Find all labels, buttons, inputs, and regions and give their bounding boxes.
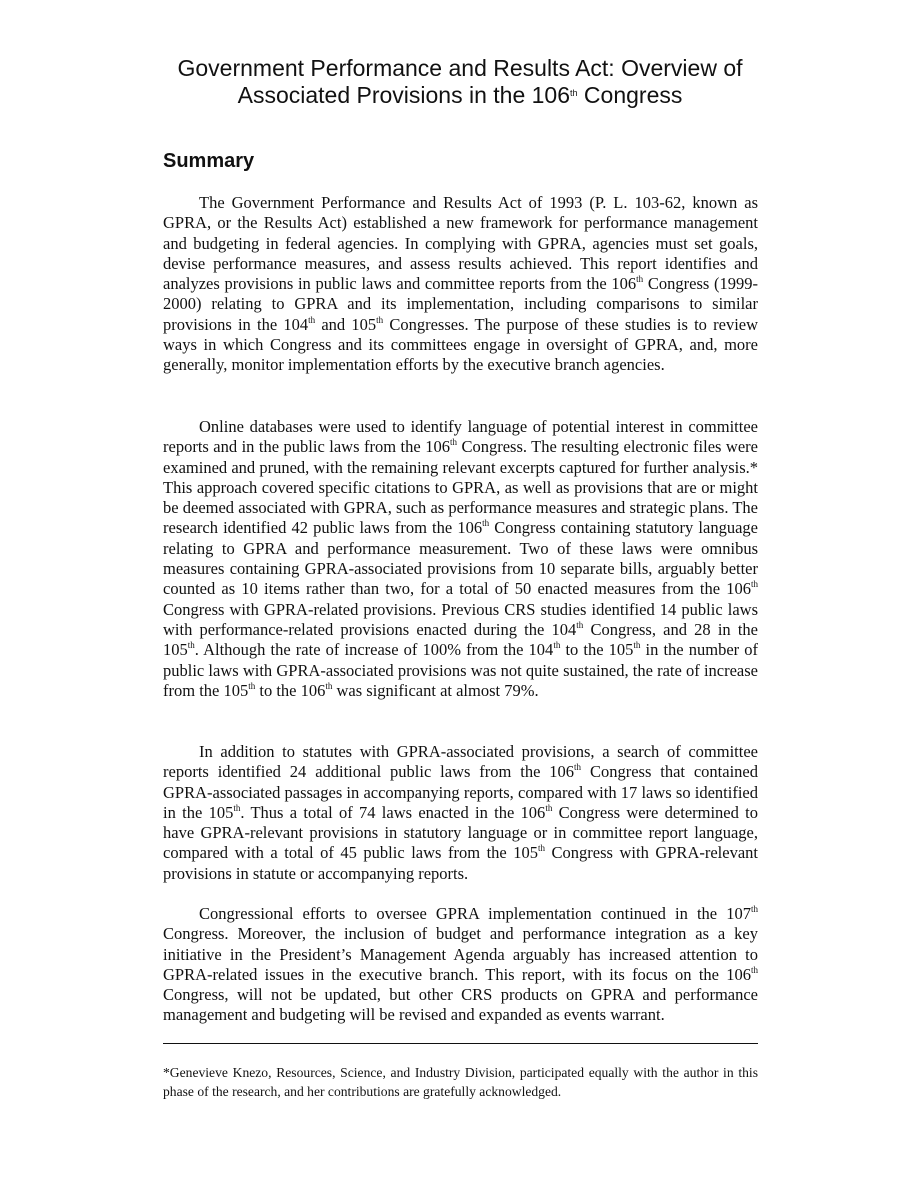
text-run: The Government Performance and Results Act of 1993 (P. L. 103-62, known as GPRA, or the Results Act) established a new framework for performance management and budgeting in federal agencies. In complying with GPRA, agencies must set goals, devise performance measures, and assess results achieved. This report identifies and analyzes provisions in public laws and committee reports from the 106 bbox=[163, 193, 758, 294]
text-run: Congress (1999-2000) relating to GPRA and its implementation, including comparisons to similar provisions in the 104 bbox=[163, 274, 758, 334]
ordinal-suffix: th bbox=[553, 640, 561, 651]
ordinal-suffix: th bbox=[233, 802, 241, 813]
document-title bbox=[140, 55, 780, 109]
text-run: Congress, will not be updated, but other CRS products on GPRA and performance management and budgeting will be revised and expanded as events warrant. bbox=[163, 985, 758, 1025]
ordinal-suffix: th bbox=[248, 680, 256, 691]
text-run: . Although the rate of increase of 100% from the 104 bbox=[194, 640, 554, 660]
text-run: Congress, and 28 in the 105 bbox=[163, 619, 758, 660]
ordinal-suffix: th bbox=[482, 518, 490, 529]
summary-paragraph-1 bbox=[163, 193, 758, 376]
text-run: Congresses. The purpose of these studies is to review ways in which Congress and its committees engage in oversight of GPRA, and, more generally, monitor implementation efforts by the executive branch agencies. bbox=[163, 314, 759, 375]
text-run: Congress containing statutory language relating to GPRA and performance measurement. Two of these laws were omnibus measures containing GPRA-associated provisions from 10 separate bills, arguably better counted as 10 items rather than two, for a total of 50 enacted measures from the 106 bbox=[163, 518, 758, 599]
ordinal-suffix: th bbox=[187, 640, 195, 651]
text-run: Online databases were used to identify language of potential interest in committee reports and in the public laws from the 106 bbox=[163, 417, 758, 457]
ordinal-suffix: th bbox=[750, 579, 758, 590]
summary-paragraph-4 bbox=[163, 904, 758, 1026]
title-line-2-text: Associated Provisions in the 106 bbox=[237, 82, 571, 108]
text-run: in the number of public laws with GPRA-associated provisions was not quite sustained, the rate of increase from the 105 bbox=[163, 640, 758, 700]
text-run: Congress with GPRA-related provisions. Previous CRS studies identified 14 public laws with performance-related provisions enacted during the 104 bbox=[163, 599, 758, 639]
text-run: Congress with GPRA-relevant provisions in statute or accompanying reports. bbox=[163, 843, 758, 883]
text-run: In addition to statutes with GPRA-associated provisions, a search of committee reports identified 24 additional public laws from the 106 bbox=[163, 742, 758, 782]
ordinal-suffix: th bbox=[538, 843, 546, 854]
text-run: Congressional efforts to oversee GPRA implementation continued in the 107 bbox=[199, 904, 751, 923]
text-run: to the 105 bbox=[560, 640, 634, 660]
ordinal-suffix: th bbox=[376, 314, 384, 325]
title-line-2 bbox=[238, 82, 683, 108]
summary-paragraph-2 bbox=[163, 417, 758, 701]
text-run: . Thus a total of 74 laws enacted in the 106 bbox=[240, 802, 546, 822]
ordinal-suffix: th bbox=[750, 904, 758, 914]
ordinal-suffix: th bbox=[636, 274, 644, 285]
footnote-divider bbox=[163, 1043, 758, 1044]
text-run: was significant at almost 79%. bbox=[332, 680, 539, 700]
footnote: *Genevieve Knezo, Resources, Science, and Industry Division, participated equally with the author in this phase of the research, and her contributions are gratefully acknowledged. bbox=[163, 1065, 758, 1099]
summary-paragraph-3 bbox=[163, 742, 758, 884]
title-superscript: th bbox=[570, 88, 578, 98]
ordinal-suffix: th bbox=[325, 680, 333, 691]
text-run: to the 106 bbox=[255, 680, 326, 700]
title-line-2-suffix: Congress bbox=[577, 82, 683, 108]
text-run: Congress were determined to have GPRA-relevant provisions in statutory language or in committee report language, compared with a total of 45 public laws from the 105 bbox=[163, 802, 759, 863]
ordinal-suffix: th bbox=[750, 964, 758, 975]
text-run: Congress that contained GPRA-associated passages in accompanying reports, compared with 17 laws so identified in the 105 bbox=[163, 762, 759, 822]
title-line-1: Government Performance and Results Act: Overview of bbox=[177, 55, 743, 81]
text-run: and 105 bbox=[315, 314, 377, 334]
ordinal-suffix: th bbox=[308, 314, 316, 325]
ordinal-suffix: th bbox=[449, 437, 457, 448]
ordinal-suffix: th bbox=[576, 619, 584, 630]
ordinal-suffix: th bbox=[574, 762, 582, 773]
ordinal-suffix: th bbox=[545, 802, 553, 813]
ordinal-suffix: th bbox=[633, 640, 641, 651]
text-run: Congress. Moreover, the inclusion of budget and performance integration as a key initiative in the President’s Management Agenda arguably has increased attention to GPRA-related issues in the executive branch. This report, with its focus on the 106 bbox=[163, 924, 758, 984]
summary-heading: Summary bbox=[163, 150, 255, 172]
text-run: Congress. The resulting electronic files were examined and pruned, with the remaining relevant excerpts captured for further analysis.* This approach covered specific citations to GPRA, as well as provisions that are or might be deemed associated with GPRA, such as performance measures and strategic plans. The research identified 42 public laws from the 106 bbox=[163, 437, 758, 538]
